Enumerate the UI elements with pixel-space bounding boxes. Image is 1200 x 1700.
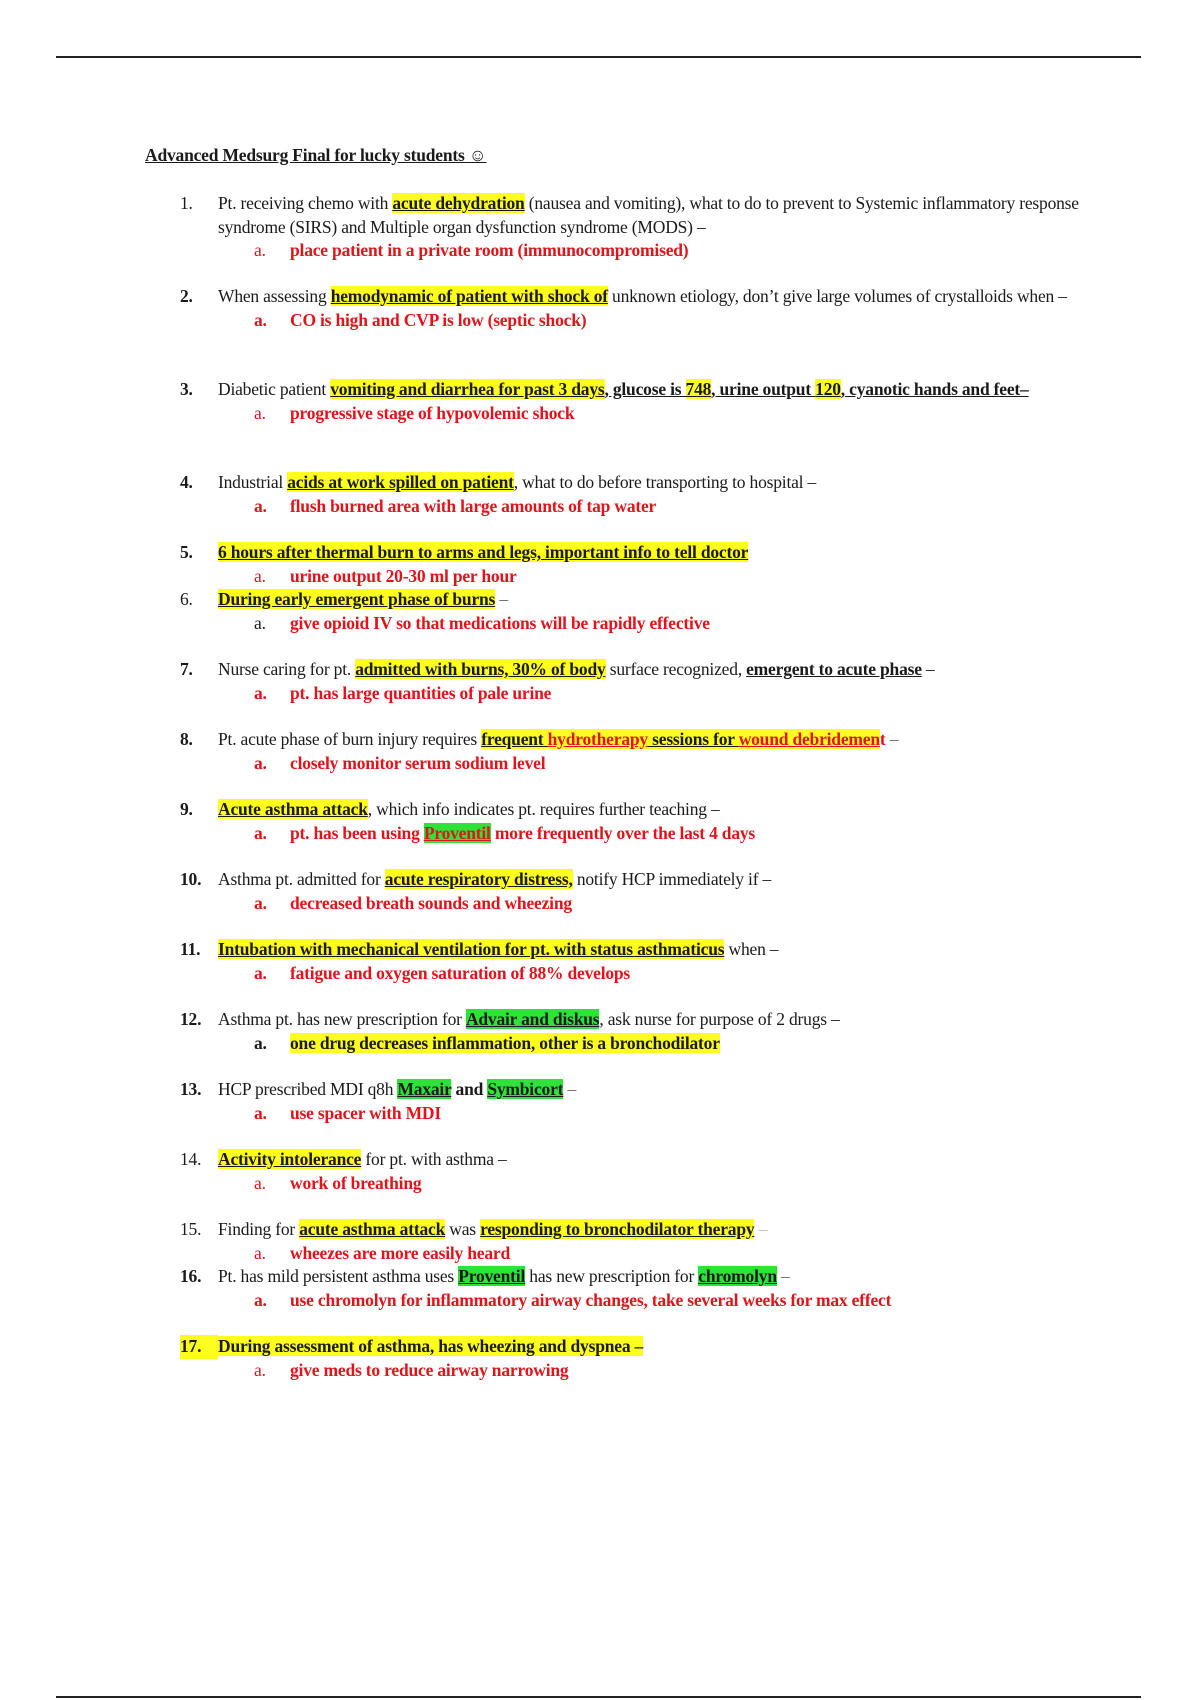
question-number: 5. <box>180 542 193 562</box>
highlighted-phrase: Activity intolerance <box>218 1149 362 1169</box>
question-number: 6. <box>180 589 193 609</box>
answer-text: wheezes are more easily heard <box>290 1242 511 1263</box>
answer-text: work of breathing <box>290 1172 422 1193</box>
question-8 <box>180 728 1080 775</box>
stem-text: has new prescription for <box>525 1266 699 1286</box>
question-stem <box>218 1008 1080 1032</box>
highlighted-phrase: responding to bronchodilator therapy <box>480 1219 755 1239</box>
answer-text: pt. has been using <box>290 822 424 843</box>
answer <box>254 565 1080 589</box>
question-number: 13. <box>180 1079 202 1099</box>
question-stem <box>218 1335 1080 1359</box>
question-stem <box>218 938 1080 962</box>
question-number: 17. <box>180 1335 218 1359</box>
question-17 <box>180 1335 1080 1382</box>
answer-text: decreased breath sounds and wheezing <box>290 892 572 913</box>
stem-text: Nurse caring for pt. <box>218 659 356 679</box>
question-number: 2. <box>180 286 193 306</box>
stem-text: Industrial <box>218 472 288 492</box>
question-10 <box>180 868 1080 915</box>
question-1 <box>180 192 1080 263</box>
question-number: 15. <box>180 1219 202 1239</box>
answer <box>254 1102 1080 1126</box>
stem-text: notify HCP immediately if – <box>572 869 772 889</box>
drug-highlight: and <box>516 1009 553 1029</box>
answer-text: use spacer with MDI <box>290 1102 441 1123</box>
stem-text: unknown etiology, don’t give large volumes of crystalloids when – <box>607 286 1067 306</box>
question-stem <box>218 658 1080 682</box>
answer <box>254 402 1080 426</box>
stem-text: surface recognized, <box>605 659 747 679</box>
question-stem <box>218 471 1080 495</box>
stem-text: – <box>563 1079 577 1099</box>
question-2 <box>180 285 1080 332</box>
answer <box>254 1172 1080 1196</box>
stem-text: – <box>495 589 508 609</box>
answer-text: closely monitor serum sodium level <box>290 752 546 773</box>
question-4 <box>180 471 1080 518</box>
highlighted-phrase: During assessment of asthma, has wheezing and dyspnea – <box>218 1336 644 1356</box>
question-stem <box>218 1148 1080 1172</box>
stem-text: – <box>776 1266 790 1286</box>
stem-text: (nausea and vomiting), what to do to prevent to Systemic inflammatory response syndrome (SIRS) and Multiple organ dysfunction syndrome (MODS) – <box>218 193 1079 237</box>
question-stem <box>218 1265 1080 1289</box>
stem-text: , cyanotic hands and feet– <box>840 379 1029 399</box>
stem-text: for pt. with asthma – <box>361 1149 507 1169</box>
answer-letter: a. <box>254 612 266 633</box>
highlighted-phrase: hemodynamic of patient with shock of <box>330 286 608 306</box>
answer <box>254 495 1080 519</box>
answer-letter: a. <box>254 240 266 260</box>
answer-text: CO is high and CVP is low (septic shock) <box>290 309 587 330</box>
stem-text: – <box>921 659 935 679</box>
stem-text: Pt. has mild persistent asthma uses <box>218 1266 459 1286</box>
question-number: 10. <box>180 869 202 889</box>
stem-text: When assessing <box>218 286 331 306</box>
question-stem <box>218 728 1080 752</box>
answer <box>254 822 1080 846</box>
answer-letter: a. <box>254 892 267 913</box>
question-number: 11. <box>180 939 201 959</box>
stem-text: , glucose is <box>604 379 686 399</box>
question-number: 3. <box>180 379 193 399</box>
answer-letter: a. <box>254 682 267 703</box>
answer-text: more frequently over the last 4 days <box>490 822 756 843</box>
highlighted-phrase: Intubation with mechanical ventilation for pt. with status asthmaticus <box>218 939 725 959</box>
question-number: 16. <box>180 1266 202 1286</box>
answer-text: give meds to reduce airway narrowing <box>290 1359 569 1380</box>
question-number: 7. <box>180 659 193 679</box>
answer-text: use chromolyn for inflammatory airway changes, take several weeks for max effect <box>290 1289 892 1310</box>
question-5 <box>180 541 1080 588</box>
stem-text: – <box>754 1219 768 1239</box>
answer-letter: a. <box>254 1242 266 1263</box>
stem-text: Asthma pt. admitted for <box>218 869 385 889</box>
question-13 <box>180 1078 1080 1125</box>
highlighted-phrase: acids at work spilled on patient <box>287 472 514 492</box>
question-7 <box>180 658 1080 705</box>
stem-text: when – <box>724 939 779 959</box>
answer <box>254 892 1080 916</box>
question-stem <box>218 192 1080 239</box>
highlighted-phrase: 120 <box>815 379 841 399</box>
answer <box>254 309 1080 333</box>
stem-text: t <box>879 729 886 749</box>
stem-text: HCP prescribed MDI q8h <box>218 1079 398 1099</box>
question-number: 4. <box>180 472 193 492</box>
question-stem <box>218 868 1080 892</box>
stem-text: Finding for <box>218 1219 300 1239</box>
answer-letter: a. <box>254 495 267 516</box>
answer-text: flush burned area with large amounts of tap water <box>290 495 657 516</box>
emphasized-phrase: emergent to acute phase <box>746 659 922 679</box>
highlighted-phrase: 6 hours after thermal burn to arms and legs, important info to tell doctor <box>218 542 749 562</box>
question-stem <box>218 798 1080 822</box>
stem-text: and <box>451 1079 488 1099</box>
drug-highlight: Proventil <box>423 822 491 843</box>
stem-text: , what to do before transporting to hospital – <box>513 472 817 492</box>
answer <box>254 1359 1080 1383</box>
answer <box>254 752 1080 776</box>
question-number: 14. <box>180 1149 202 1169</box>
answer-letter: a. <box>254 962 267 983</box>
answer-letter: a. <box>254 309 267 330</box>
highlighted-phrase: frequent <box>481 729 548 749</box>
question-number: 8. <box>180 729 193 749</box>
question-14 <box>180 1148 1080 1195</box>
highlighted-phrase: sessions for <box>647 729 739 749</box>
question-number: 9. <box>180 799 193 819</box>
answer-letter: a. <box>254 1102 267 1123</box>
answer-letter: a. <box>254 1172 266 1193</box>
drug-highlight: chromolyn <box>698 1266 777 1286</box>
drug-highlight: Advair <box>465 1009 517 1029</box>
question-stem <box>218 588 1080 612</box>
question-number: 12. <box>180 1009 202 1029</box>
highlighted-phrase: 748 <box>685 379 712 399</box>
answer <box>254 682 1080 706</box>
stem-text: Diabetic patient <box>218 379 331 399</box>
question-stem <box>218 285 1080 309</box>
answer <box>254 1032 1080 1056</box>
stem-text: Pt. receiving chemo with <box>218 193 393 213</box>
question-12 <box>180 1008 1080 1055</box>
stem-text: , urine output <box>711 379 816 399</box>
answer-text: fatigue and oxygen saturation of 88% develops <box>290 962 631 983</box>
question-stem <box>218 378 1080 402</box>
highlighted-phrase: Acute asthma attack <box>218 799 368 819</box>
highlighted-phrase: hydrotherapy <box>547 729 648 749</box>
drug-highlight: diskus <box>552 1009 600 1029</box>
drug-highlight: Proventil <box>458 1266 526 1286</box>
highlighted-phrase: admitted with burns, 30% of body <box>355 659 606 679</box>
answer-letter: a. <box>254 1289 267 1310</box>
question-9 <box>180 798 1080 845</box>
question-stem <box>218 1218 1080 1242</box>
question-stem <box>218 541 1080 565</box>
question-16 <box>180 1265 1080 1312</box>
highlighted-phrase: acute dehydration <box>392 193 525 213</box>
answer <box>254 1242 1080 1266</box>
answer <box>254 962 1080 986</box>
question-stem <box>218 1078 1080 1102</box>
highlighted-phrase: acute asthma attack <box>299 1219 446 1239</box>
answer-text: one drug decreases inflammation, other is a bronchodilator <box>290 1032 720 1053</box>
highlighted-phrase: wound debridemen <box>738 729 880 749</box>
highlighted-phrase: During early emergent phase of burns <box>218 589 496 609</box>
header-rule <box>56 56 1141 58</box>
highlighted-phrase: acute respiratory distress, <box>384 869 573 889</box>
stem-text: , ask nurse for purpose of 2 drugs – <box>599 1009 840 1029</box>
answer-letter: a. <box>254 402 266 423</box>
page-title: Advanced Medsurg Final for lucky students ☺ <box>145 145 487 165</box>
answer <box>254 612 1080 636</box>
answer-text: pt. has large quantities of pale urine <box>290 682 552 703</box>
answer-text: give opioid IV so that medications will be rapidly effective <box>290 612 710 633</box>
stem-text: – <box>885 729 899 749</box>
question-6 <box>180 588 1080 635</box>
answer <box>254 1289 1080 1313</box>
footer-rule <box>56 1696 1141 1698</box>
answer-letter: a. <box>254 565 266 586</box>
question-number: 1. <box>180 193 193 213</box>
answer-text: progressive stage of hypovolemic shock <box>290 402 575 423</box>
stem-text: was <box>445 1219 481 1239</box>
answer-letter: a. <box>254 822 267 843</box>
stem-text: , which info indicates pt. requires further teaching – <box>367 799 720 819</box>
answer-letter: a. <box>254 1359 266 1380</box>
question-11 <box>180 938 1080 985</box>
answer-text: urine output 20-30 ml per hour <box>290 565 517 586</box>
question-3 <box>180 378 1080 425</box>
answer-text: place patient in a private room (immunocompromised) <box>290 240 689 260</box>
highlighted-phrase: vomiting and diarrhea for past 3 days <box>330 379 605 399</box>
drug-highlight: Symbicort <box>487 1079 564 1099</box>
answer-letter: a. <box>254 752 267 773</box>
stem-text: Pt. acute phase of burn injury requires <box>218 729 482 749</box>
drug-highlight: Maxair <box>397 1079 452 1099</box>
question-15 <box>180 1218 1080 1265</box>
stem-text: Asthma pt. has new prescription for <box>218 1009 466 1029</box>
answer <box>254 239 1080 263</box>
answer-letter: a. <box>254 1032 267 1053</box>
